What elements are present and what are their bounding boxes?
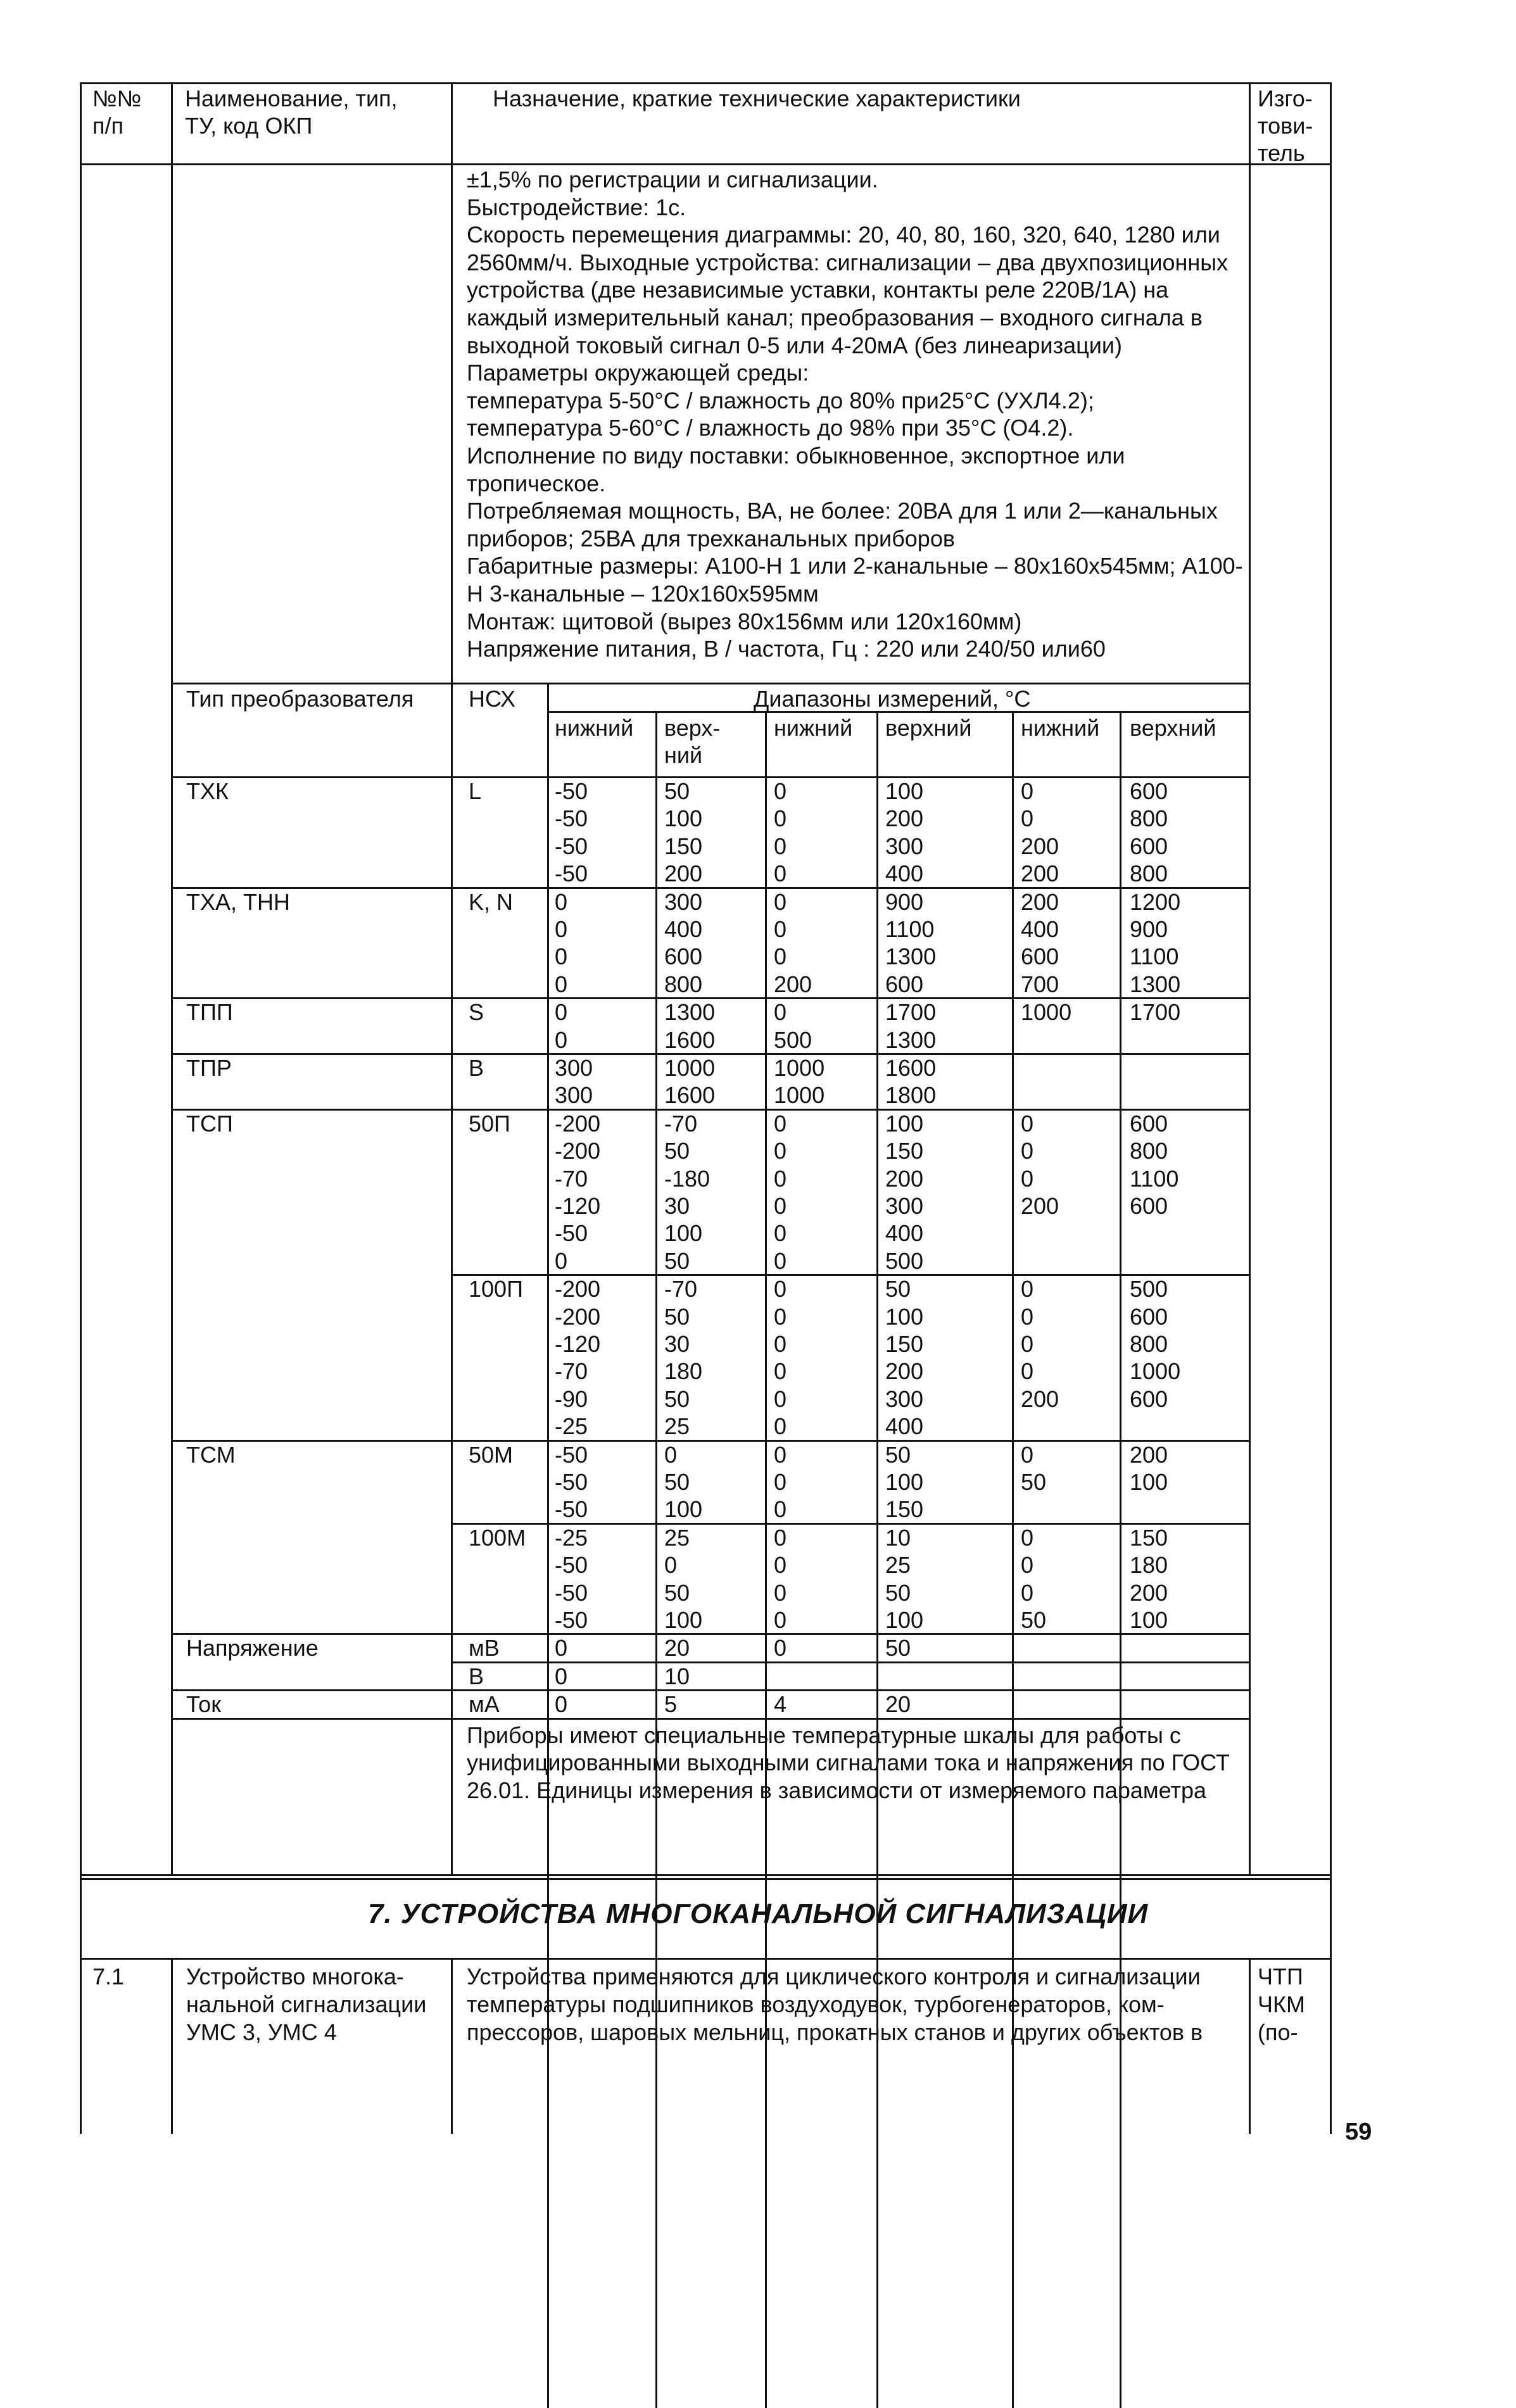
group-rule — [171, 1689, 1249, 1691]
range-value: 200 — [1021, 1193, 1059, 1219]
nsx-code: 100П — [469, 1276, 523, 1302]
range-value: 300 — [555, 1082, 593, 1109]
item-description: температуры подшипников воздуходувок, турбогенераторов, ком- — [467, 1991, 1165, 2017]
col-header-type: Тип преобразователя — [186, 686, 414, 712]
range-value: 1100 — [1130, 1165, 1179, 1192]
range-value: 4 — [774, 1691, 787, 1718]
range-col-divider — [655, 711, 657, 2408]
range-value: 800 — [1130, 805, 1168, 832]
spec-paragraph: температура 5-50°С / влажность до 80% при25°С (УХЛ4.2); — [467, 387, 1094, 413]
range-value: 1000 — [1021, 999, 1072, 1026]
range-value: 100 — [885, 1303, 924, 1330]
range-value: -50 — [555, 1579, 588, 1606]
range-value: 200 — [1021, 1385, 1059, 1412]
range-value: 25 — [664, 1524, 690, 1551]
range-value: 20 — [664, 1635, 690, 1661]
header-name-label: ТУ, код ОКП — [185, 113, 313, 139]
range-value: 1000 — [664, 1055, 716, 1081]
range-value: 1000 — [774, 1082, 825, 1109]
inner-table-bottom — [171, 1718, 1249, 1720]
range-value: 0 — [555, 943, 568, 970]
range-value: 0 — [774, 1110, 787, 1137]
range-value: 800 — [1130, 860, 1168, 887]
subheader-upper: верхний — [885, 715, 972, 741]
range-value: 1300 — [1130, 971, 1181, 997]
nsx-code: S — [469, 999, 484, 1026]
col-header-nsx: НСХ — [469, 686, 515, 712]
header-maker-label: тель — [1258, 140, 1305, 166]
range-value: 300 — [885, 1385, 924, 1412]
section-heading: 7. УСТРОЙСТВА МНОГОКАНАЛЬНОЙ СИГНАЛИЗАЦИИ — [367, 1898, 1149, 1929]
col-divider-name — [451, 1958, 453, 2134]
range-value: 600 — [1130, 1385, 1168, 1412]
nsx-code: L — [469, 778, 482, 804]
section-top-rule — [80, 1874, 1332, 1876]
range-value: 50 — [664, 1138, 690, 1164]
range-value: 0 — [555, 999, 568, 1026]
range-col-divider — [1012, 711, 1014, 2408]
item-number: 7.1 — [92, 1964, 125, 1989]
range-value: 300 — [664, 888, 703, 915]
spec-paragraph: Потребляемая мощность, ВА, не более: 20ВА для 1 или 2—канальных приборов; 25ВА для трехканальных приборов — [467, 498, 1218, 552]
range-value: 0 — [1021, 1441, 1034, 1468]
item-description: прессоров, шаровых мельниц, прокатных станов и других объектов в — [467, 2019, 1203, 2045]
range-value: 400 — [885, 1220, 924, 1247]
range-value: 0 — [774, 1524, 787, 1551]
item-maker: (по- — [1258, 2019, 1298, 2045]
range-value: 0 — [555, 1247, 568, 1274]
range-value: 20 — [885, 1691, 911, 1718]
range-value: -25 — [555, 1524, 588, 1551]
range-value: 0 — [1021, 1110, 1034, 1137]
nsx-code: мА — [469, 1691, 500, 1718]
range-value: 50 — [664, 1385, 690, 1412]
range-value: 0 — [774, 1635, 787, 1661]
sensor-type: ТПП — [186, 999, 233, 1026]
sensor-type: ТПР — [186, 1055, 232, 1081]
range-value: 0 — [774, 888, 787, 915]
item-name: УМС 3, УМС 4 — [186, 2019, 337, 2045]
range-value: 0 — [774, 999, 787, 1026]
range-value: 25 — [664, 1413, 690, 1440]
range-value: -70 — [555, 1165, 588, 1192]
range-value: -200 — [555, 1138, 601, 1164]
range-value: -200 — [555, 1110, 601, 1137]
sensor-type: ТХА, ТНН — [186, 888, 291, 915]
group-rule — [451, 1661, 1249, 1663]
range-value: 200 — [664, 860, 703, 887]
range-value: 0 — [555, 888, 568, 915]
nsx-code: В — [469, 1663, 484, 1689]
nsx-code: 50П — [469, 1110, 510, 1137]
range-value: 0 — [774, 805, 787, 832]
range-value: 0 — [1021, 1138, 1034, 1164]
spec-paragraph: Напряжение питания, В / частота, Гц : 220 или 240/50 или60 — [467, 636, 1106, 662]
range-value: -50 — [555, 860, 588, 887]
range-value: -200 — [555, 1303, 601, 1330]
range-value: 50 — [664, 1579, 690, 1606]
header-num-label: №№ — [92, 85, 142, 111]
range-value: 0 — [774, 833, 787, 859]
range-value: 0 — [774, 1358, 787, 1385]
inner-header-bottom — [171, 776, 1249, 778]
range-value: 0 — [1021, 1358, 1034, 1385]
range-value: 0 — [774, 1303, 787, 1330]
group-rule — [171, 1440, 1249, 1442]
range-value: 0 — [1021, 1552, 1034, 1579]
range-value: 0 — [774, 1413, 787, 1440]
left-border — [80, 82, 82, 2134]
range-value: 0 — [774, 1276, 787, 1302]
range-value: 200 — [1021, 860, 1059, 887]
range-value: 800 — [664, 971, 703, 997]
range-value: 500 — [774, 1026, 812, 1053]
range-value: 150 — [664, 833, 703, 859]
range-value: 0 — [774, 1247, 787, 1274]
subheader-lower: нижний — [555, 715, 634, 741]
header-maker-label: тови- — [1258, 113, 1313, 139]
subheader-lower: нижний — [1021, 715, 1100, 741]
subheader-upper: верхний — [1130, 715, 1216, 741]
range-value: 1100 — [885, 916, 935, 942]
subheader-upper: верх- — [664, 715, 721, 741]
range-value: -50 — [555, 833, 588, 859]
col-divider-num — [171, 82, 173, 1874]
group-rule — [171, 887, 1249, 889]
range-value: 400 — [664, 916, 703, 942]
range-value: -200 — [555, 1276, 601, 1302]
range-value: 1100 — [1130, 943, 1179, 970]
range-value: 0 — [1021, 1524, 1034, 1551]
range-value: 1000 — [774, 1055, 825, 1081]
range-value: 1300 — [885, 1026, 937, 1053]
range-value: 1700 — [885, 999, 937, 1026]
header-num-label: п/п — [92, 113, 123, 139]
range-value: 600 — [1021, 943, 1059, 970]
range-value: 600 — [1130, 1303, 1168, 1330]
col-divider-purpose — [1249, 82, 1251, 1874]
range-col-divider — [547, 683, 549, 2408]
range-value: 25 — [885, 1552, 911, 1579]
header-maker-label: Изго- — [1258, 85, 1313, 111]
nsx-code: B — [469, 1055, 484, 1081]
range-value: 800 — [1130, 1138, 1168, 1164]
range-value: 0 — [774, 1193, 787, 1219]
range-value: 0 — [774, 1496, 787, 1523]
right-border — [1330, 82, 1332, 2134]
sensor-type: ТХК — [186, 778, 229, 804]
spec-paragraph: ±1,5% по регистрации и сигнализации. — [467, 167, 878, 192]
range-value: 0 — [774, 1607, 787, 1633]
range-value: 50 — [664, 1303, 690, 1330]
range-value: 150 — [885, 1138, 924, 1164]
range-value: 150 — [885, 1331, 924, 1357]
range-value: 100 — [885, 778, 924, 804]
range-col-divider — [765, 711, 767, 2408]
range-value: 50 — [885, 1276, 911, 1302]
table-top-border — [80, 82, 1332, 84]
section-top-rule — [80, 1878, 1332, 1880]
range-value: 400 — [885, 1413, 924, 1440]
spec-paragraph: Габаритные размеры: А100-Н 1 или 2-канальные – 80х160х545мм; А100-Н 3-канальные – 120х160х595мм — [467, 553, 1243, 607]
col-divider-name — [451, 82, 453, 1874]
range-value: 50 — [885, 1579, 911, 1606]
range-value: 0 — [774, 1220, 787, 1247]
range-value: 0 — [774, 1385, 787, 1412]
range-value: 50 — [885, 1635, 911, 1661]
range-value: 0 — [1021, 1165, 1034, 1192]
item-name: Устройство многока- — [186, 1964, 404, 1989]
nsx-code: 50М — [469, 1441, 514, 1468]
range-value: 600 — [1130, 778, 1168, 804]
range-value: 150 — [885, 1496, 924, 1523]
inner-table-top — [171, 683, 1249, 684]
range-value: 0 — [1021, 1276, 1034, 1302]
range-value: -50 — [555, 778, 588, 804]
range-value: 50 — [1021, 1607, 1047, 1633]
range-value: 50 — [885, 1441, 911, 1468]
range-value: 1300 — [664, 999, 716, 1026]
range-value: 500 — [885, 1247, 924, 1274]
range-value: 0 — [774, 1331, 787, 1357]
range-value: -50 — [555, 1441, 588, 1468]
item-maker: ЧКМ — [1258, 1991, 1305, 2017]
range-value: -50 — [555, 1220, 588, 1247]
range-value: -50 — [555, 1496, 588, 1523]
range-value: 0 — [1021, 805, 1034, 832]
spec-paragraph: Параметры окружающей среды: — [467, 360, 809, 386]
range-value: -120 — [555, 1331, 601, 1357]
range-value: 200 — [885, 1358, 924, 1385]
range-value: 0 — [555, 1635, 568, 1661]
range-col-divider — [876, 711, 878, 2408]
subheader-lower: нижний — [774, 715, 853, 741]
range-value: -180 — [664, 1165, 711, 1192]
range-value: 180 — [664, 1358, 703, 1385]
spec-paragraph: температура 5-60°С / влажность до 98% при 35°С (О4.2). — [467, 415, 1074, 441]
range-value: 10 — [664, 1663, 690, 1689]
sensor-type: ТСП — [186, 1110, 233, 1137]
range-value: 600 — [1130, 833, 1168, 859]
range-value: 0 — [774, 1579, 787, 1606]
range-value: 400 — [885, 860, 924, 887]
range-value: 1300 — [885, 943, 937, 970]
range-value: 0 — [774, 1441, 787, 1468]
range-value: 0 — [1021, 1579, 1034, 1606]
range-value: 50 — [664, 1247, 690, 1274]
range-value: 700 — [1021, 971, 1059, 997]
range-value: 0 — [664, 1441, 678, 1468]
range-value: 150 — [1130, 1524, 1168, 1551]
sensor-type: ТСМ — [186, 1441, 236, 1468]
sensor-type: Ток — [186, 1691, 221, 1718]
item-maker: ЧТП — [1258, 1964, 1303, 1989]
col-divider-purpose — [1249, 1958, 1251, 2134]
item-name: нальной сигнализации — [186, 1991, 427, 2017]
range-value: 100 — [885, 1469, 924, 1495]
range-value: 10 — [885, 1524, 911, 1551]
group-rule — [171, 1109, 1249, 1111]
range-value: 100 — [1130, 1607, 1168, 1633]
range-value: 200 — [885, 1165, 924, 1192]
range-value: 1800 — [885, 1082, 937, 1109]
range-value: 300 — [555, 1055, 593, 1081]
spec-paragraph: Быстродействие: 1с. — [467, 194, 686, 220]
range-value: 0 — [555, 1691, 568, 1718]
spec-paragraph: Монтаж: щитовой (вырез 80х156мм или 120х160мм) — [467, 608, 1022, 634]
range-value: 50 — [664, 1469, 690, 1495]
range-value: 1000 — [1130, 1358, 1181, 1385]
range-value: 50 — [1021, 1469, 1047, 1495]
range-col-divider — [1120, 711, 1121, 2408]
range-value: 300 — [885, 1193, 924, 1219]
header-bottom-border — [80, 163, 1332, 165]
scale-note: Приборы имеют специальные температурные шкалы для работы с унифицированными выходными сигналами тока и напряжения по ГОСТ 26.01. Единицы измерения в зависимости от измеряемого параметра — [467, 1722, 1230, 1803]
range-value: 600 — [1130, 1193, 1168, 1219]
range-value: 100 — [1130, 1469, 1168, 1495]
range-value: -50 — [555, 1552, 588, 1579]
range-value: 200 — [1130, 1441, 1168, 1468]
page-number: 59 — [1345, 2119, 1372, 2145]
range-value: 0 — [1021, 778, 1034, 804]
range-value: 100 — [664, 1496, 703, 1523]
group-rule — [171, 1633, 1249, 1635]
range-value: 800 — [1130, 1331, 1168, 1357]
range-value: 0 — [774, 1165, 787, 1192]
nsx-code: 100М — [469, 1524, 526, 1551]
range-value: -50 — [555, 1607, 588, 1633]
range-value: 0 — [774, 860, 787, 887]
range-value: 600 — [664, 943, 703, 970]
col-divider-num — [171, 1958, 173, 2134]
range-value: 0 — [774, 778, 787, 804]
range-value: 1600 — [664, 1082, 716, 1109]
range-value: 5 — [664, 1691, 678, 1718]
range-value: 900 — [885, 888, 924, 915]
range-value: 0 — [774, 916, 787, 942]
range-value: 0 — [774, 943, 787, 970]
range-value: 180 — [1130, 1552, 1168, 1579]
range-value: 30 — [664, 1193, 690, 1219]
range-value: 1600 — [885, 1055, 937, 1081]
range-value: 600 — [885, 971, 924, 997]
range-value: 600 — [1130, 1110, 1168, 1137]
range-value: -50 — [555, 805, 588, 832]
range-value: 0 — [1021, 1303, 1034, 1330]
range-value: 200 — [1130, 1579, 1168, 1606]
nsx-code: K, N — [469, 888, 514, 915]
col-header-ranges: Диапазоны измерений, °С — [754, 686, 1031, 712]
range-value: 0 — [774, 1138, 787, 1164]
range-value: 30 — [664, 1331, 690, 1357]
range-value: 300 — [885, 833, 924, 859]
header-purpose-label: Назначение, краткие технические характеристики — [493, 85, 1021, 111]
range-value: -25 — [555, 1413, 588, 1440]
range-value: 50 — [664, 778, 690, 804]
specification-text — [467, 166, 1246, 663]
section-bottom-rule — [80, 1958, 1332, 1960]
range-value: -90 — [555, 1385, 588, 1412]
item-description: Устройства применяются для циклического контроля и сигнализации — [467, 1964, 1201, 1989]
range-value: 500 — [1130, 1276, 1168, 1302]
range-value: 100 — [885, 1110, 924, 1137]
range-value: 0 — [774, 1552, 787, 1579]
range-value: 400 — [1021, 916, 1059, 942]
range-value: -70 — [664, 1276, 698, 1302]
subheader-upper: ний — [664, 742, 703, 768]
range-value: 0 — [664, 1552, 678, 1579]
range-value: -70 — [555, 1358, 588, 1385]
range-value: 0 — [555, 971, 568, 997]
range-value: 100 — [885, 1607, 924, 1633]
range-value: 100 — [664, 1220, 703, 1247]
range-value: 200 — [885, 805, 924, 832]
range-value: -50 — [555, 1469, 588, 1495]
nsx-code: мВ — [469, 1635, 500, 1661]
header-name-label: Наименование, тип, — [185, 85, 398, 111]
range-value: 100 — [664, 1607, 703, 1633]
range-value: 200 — [1021, 888, 1059, 915]
range-value: 200 — [1021, 833, 1059, 859]
spec-paragraph: Исполнение по виду поставки: обыкновенное, экспортное или тропическое. — [467, 442, 1125, 496]
spec-paragraph: Скорость перемещения диаграммы: 20, 40, 80, 160, 320, 640, 1280 или 2560мм/ч. Выходные устройства: сигнализации – два двухпозиционных устройства (две независимые уставки, контакты реле 220В/1А) на каждый измерительный канал; преобразования – входного сигнала в выходной токовый сигнал 0-5 или 4-20мА (без линеаризации) — [467, 222, 1229, 358]
range-value: 100 — [664, 805, 703, 832]
sensor-type: Напряжение — [186, 1635, 319, 1661]
range-value: 0 — [555, 1663, 568, 1689]
range-value: -120 — [555, 1193, 601, 1219]
range-value: 200 — [774, 971, 812, 997]
range-value: 0 — [555, 916, 568, 942]
range-value: -70 — [664, 1110, 698, 1137]
range-value: 1700 — [1130, 999, 1181, 1026]
range-value: 1200 — [1130, 888, 1181, 915]
range-value: 0 — [555, 1026, 568, 1053]
range-value: 900 — [1130, 916, 1168, 942]
range-value: 1600 — [664, 1026, 716, 1053]
range-value: 0 — [1021, 1331, 1034, 1357]
range-value: 0 — [774, 1469, 787, 1495]
